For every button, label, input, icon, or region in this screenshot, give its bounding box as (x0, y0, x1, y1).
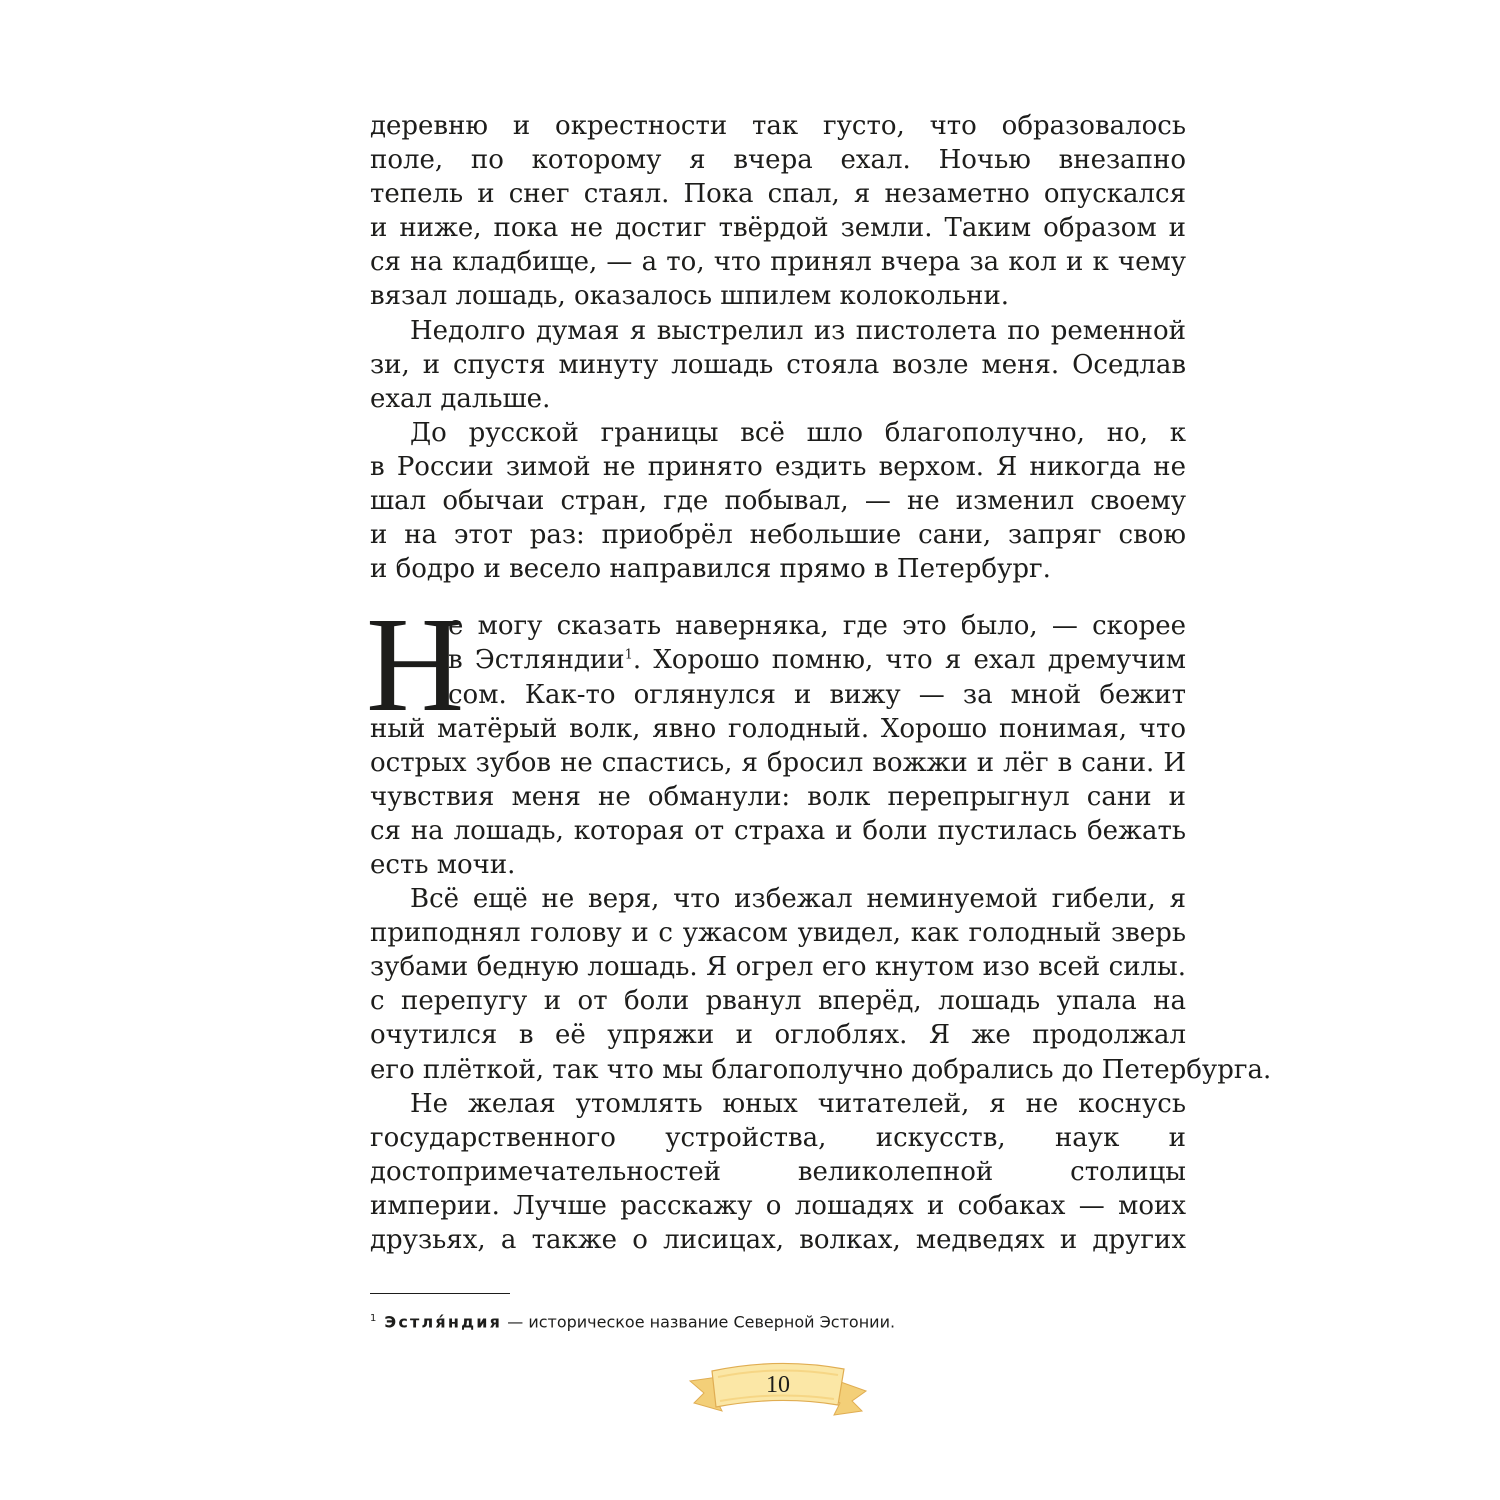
text-line: острых зубов не спастись, я бросил вожжи и лёг в сани. И (370, 747, 1186, 778)
text-line (370, 643, 1186, 677)
text-line: е могу сказать наверняка, где это было, — скорее (448, 611, 1186, 642)
footnote-reference[interactable]: 1 (624, 647, 633, 663)
text-line: есть мочи. (370, 849, 516, 880)
text-line: и ниже, пока не достиг твёрдой земли. Таким образом и (370, 213, 1186, 244)
text-line: Всё ещё не веря, что избежал неминуемой гибели, я (410, 884, 1186, 915)
footnote (370, 1308, 1186, 1333)
text-line: Не желая утомлять юных читателей, я не коснусь (410, 1088, 1186, 1119)
text-line: зи, и спустя минуту лошадь стояла возле меня. Оседлав (370, 349, 1186, 380)
text-line: До русской границы всё шло благополучно, но, к (410, 417, 1186, 448)
text-line: ся на лошадь, которая от страха и боли пустилась бежать (370, 815, 1186, 846)
text-line: империи. Лучше расскажу о лошадях и собаках — моих (370, 1190, 1186, 1221)
page-number: 10 (766, 1372, 790, 1398)
text-line: тепель и снег стаял. Пока спал, я незаметно опускался (370, 179, 1186, 210)
text-line: деревню и окрестности так густо, что образовалось (370, 111, 1186, 141)
page-number-ribbon (688, 1355, 868, 1421)
text-line: очутился в её упряжи и оглоблях. Я же продолжал (370, 1020, 1186, 1051)
text-line: сом. Как-то оглянулся и вижу — за мной бежит (448, 679, 1186, 710)
text-line: вязал лошадь, оказалось шпилем колокольни. (370, 281, 1010, 312)
drop-cap: Н (366, 590, 465, 741)
text-fragment: . Хорошо помню, что я ехал дремучим (632, 645, 1186, 676)
paragraph (370, 416, 1186, 586)
footnote-divider (370, 1293, 510, 1294)
text-line: ся на кладбище, — а то, что принял вчера за кол и к чему (370, 247, 1186, 278)
text-fragment: в Эстляндии (448, 645, 625, 676)
text-line: ный матёрый волк, явно голодный. Хорошо понимая, что (370, 713, 1186, 744)
text-line: и на этот раз: приобрёл небольшие сани, запряг свою (370, 520, 1186, 551)
text-line: чувствия меня не обманули: волк перепрыгнул сани и (370, 781, 1186, 812)
paragraph-continuation (370, 109, 1186, 314)
text-line: зубами бедную лошадь. Я огрел его кнутом изо всей силы. (370, 952, 1186, 983)
text-line: Недолго думая я выстрелил из пистолета по ременной (410, 315, 1186, 346)
text-line: государственного устройства, искусств, наук и (370, 1122, 1186, 1153)
text-line: и бодро и весело направился прямо в Петербург. (370, 554, 1051, 585)
text-line: его плёткой, так что мы благополучно добрались до Петербурга. (370, 1054, 1272, 1085)
paragraph (370, 882, 1272, 1087)
text-line: с перепугу и от боли рванул вперёд, лошадь упала на (370, 986, 1186, 1017)
paragraph (370, 314, 1186, 416)
main-text (366, 109, 1272, 1257)
chapter-opening (366, 590, 1186, 882)
footnote-number: 1 (370, 1313, 377, 1324)
footnote-definition: — историческое название Северной Эстонии. (502, 1312, 896, 1332)
paragraph (370, 1087, 1186, 1257)
text-line: поле, по которому я вчера ехал. Ночью внезапно (370, 145, 1186, 176)
footnote-term: Эстля́ндия (384, 1312, 503, 1332)
text-line: в России зимой не принято ездить верхом. Я никогда не (370, 451, 1186, 482)
text-line: ехал дальше. (370, 383, 551, 414)
section-break (370, 586, 1186, 609)
text-line: приподнял голову и с ужасом увидел, как голодный зверь (370, 918, 1186, 949)
text-line: шал обычаи стран, где побывал, — не изменил своему (370, 486, 1186, 517)
text-line: достопримечательностей великолепной столицы (370, 1156, 1186, 1187)
text-line: друзьях, а также о лисицах, волках, медведях и других (370, 1225, 1186, 1255)
